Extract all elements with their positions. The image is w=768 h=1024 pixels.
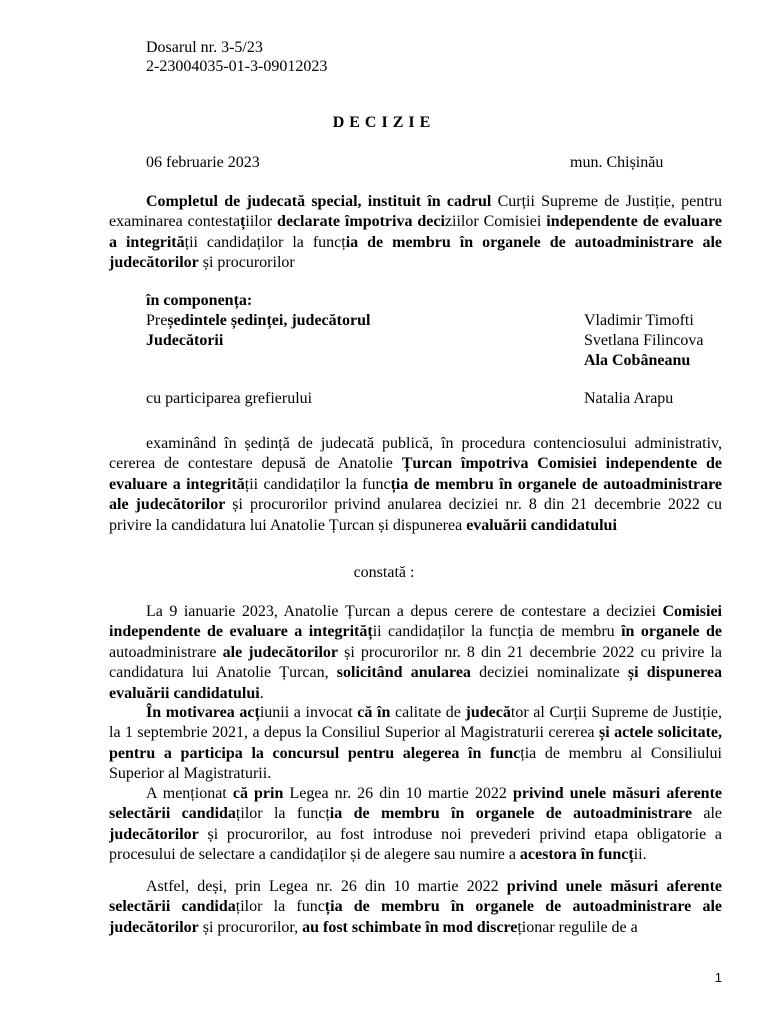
constata-text: constată : — [353, 564, 415, 581]
paragraph-3 — [109, 784, 722, 866]
text-segment: Astfel, deși, prin Legea nr. 26 din 10 martie 2022 — [146, 878, 507, 895]
judge-name-2: Ala Cobâneanu — [584, 352, 691, 369]
text-segment: ționar regulile de a — [517, 918, 638, 936]
text-segment: că în — [357, 704, 391, 721]
text-segment: Curții Supreme de Justiție, pentru examinarea contesta — [109, 193, 722, 231]
presiding-name: Vladimir Timofti — [584, 312, 694, 329]
presiding-label-part: Pre — [146, 312, 168, 329]
text-segment: judecătorilor — [109, 825, 199, 843]
text-segment: ția de membru în organele de autoadministrare ale judecătorilor — [109, 475, 723, 514]
presiding-label-part: ședintele ședinței, judecătorul — [167, 312, 371, 329]
text-segment: ii. — [633, 846, 647, 864]
text-segment: În motivarea acț — [146, 704, 260, 721]
text-segment: ților la func — [235, 898, 325, 916]
text-segment: ții candidaților la funcț — [184, 233, 346, 251]
text-segment: ia de membru în organele de autoadministrare — [329, 805, 692, 823]
text-segment: ale — [691, 805, 722, 823]
presiding-label — [146, 311, 370, 331]
text-segment: evaluării candidatului — [466, 516, 617, 534]
paragraph-2 — [109, 703, 722, 785]
composition-label: în componența: — [146, 292, 253, 309]
text-segment: judecă — [465, 704, 511, 721]
page-number: 1 — [714, 970, 722, 985]
text-segment: privind unele măsuri aferente selectării candida — [109, 785, 723, 823]
text-segment: deciziei nominalizate — [470, 664, 628, 682]
clerk-label: cu participarea grefierului — [146, 390, 313, 407]
text-segment: și dispunerea evaluării candidatului — [109, 664, 722, 702]
text-segment: A menționat — [146, 785, 233, 802]
case-code: 2-23004035-01-3-09012023 — [146, 58, 328, 75]
text-segment: declarate împotriva deci — [276, 213, 445, 231]
text-segment: La 9 ianuarie 2023, Anatolie Țurcan a depus cerere de contestare a deciziei — [146, 603, 663, 620]
decision-place: mun. Chișinău — [570, 154, 664, 171]
text-segment: Legea nr. 26 din 10 martie 2022 — [283, 785, 513, 802]
text-segment: examinând în ședință de judecată publică, în procedura contenciosului administrativ, cererea de contestare depusă de Anatolie — [109, 435, 722, 473]
text-segment: iilor — [245, 213, 277, 231]
text-segment: acestora în funcț — [519, 846, 634, 864]
judge-name-1: Svetlana Filincova — [584, 332, 704, 349]
paragraph-1 — [109, 602, 722, 704]
text-segment: ii candidaților la funcția de membru — [372, 623, 622, 641]
text-segment: iunii a invocat — [259, 704, 358, 721]
text-segment: tor al Curții Supreme de Justiție, la 1 septembrie 2021, a depus la Consiliul Superior al Magistraturii cererea — [109, 704, 723, 742]
presiding-label-text — [146, 312, 370, 329]
clerk-name: Natalia Arapu — [584, 390, 674, 407]
text-segment: calitate de — [390, 704, 466, 721]
text-segment: și procurorilor — [198, 254, 295, 272]
text-segment: privind unele măsuri aferente selectării candida — [109, 878, 722, 916]
judges-label: Judecătorii — [146, 332, 224, 349]
text-segment: solicitând anularea — [336, 664, 471, 682]
text-segment: ților la funcț — [235, 805, 330, 823]
text-segment: Țurcan împotriva Comisiei independente de evaluare a integrită — [109, 455, 723, 493]
text-segment: Comisiei independente de evaluare a integrităț — [109, 603, 722, 641]
examining-paragraph — [109, 434, 722, 536]
case-number: Dosarul nr. 3-5/23 — [146, 39, 263, 56]
text-segment: și actele solicitate, pentru a participa la concursul pentru alegerea în func — [109, 724, 723, 762]
intro-paragraph — [109, 192, 722, 274]
text-segment: ția de membru al Consiliului Superior al Magistraturii. — [109, 744, 722, 783]
text-segment: și procurorilor, — [198, 918, 303, 936]
document-title: DECIZIE — [332, 114, 436, 131]
text-segment: ția de membru în organele de autoadministrare ale judecătorilor — [109, 898, 722, 936]
text-segment: ț — [240, 213, 246, 231]
text-segment: au fost schimbate în mod discre — [302, 918, 518, 936]
text-segment: ia de membru în organele de autoadministrare ale judecătorilor — [109, 233, 723, 272]
text-segment: autoadministrare — [109, 643, 223, 661]
text-segment: și procurorilor nr. 8 din 21 decembrie 2022 cu privire la candidatura lui Anatolie Țurcan, — [109, 643, 722, 682]
text-segment: și procurorilor privind anularea deciziei nr. 8 din 21 decembrie 2022 cu privire la candidatura lui Anatolie Țurcan și dispunerea — [109, 496, 723, 534]
constata-heading — [0, 564, 768, 582]
text-segment: independente de evaluare a integrită — [109, 213, 722, 251]
text-segment: în organele de — [621, 623, 722, 641]
decision-date: 06 februarie 2023 — [146, 154, 260, 171]
text-segment: ții candidaților la func — [244, 475, 391, 493]
text-segment: Completul de judecată special, instituit în cadrul — [146, 193, 492, 210]
text-segment: și procurorilor, au fost introduse noi prevederi privind etapa obligatorie a procesului de selectare a candidaților și de alegere sau numire a — [109, 825, 722, 864]
paragraph-4 — [109, 877, 722, 938]
text-segment: că prin — [232, 785, 284, 802]
text-segment: ale judecătorilor — [222, 643, 339, 661]
text-segment: . — [259, 684, 264, 702]
text-segment: ziilor Comisiei — [444, 213, 547, 231]
